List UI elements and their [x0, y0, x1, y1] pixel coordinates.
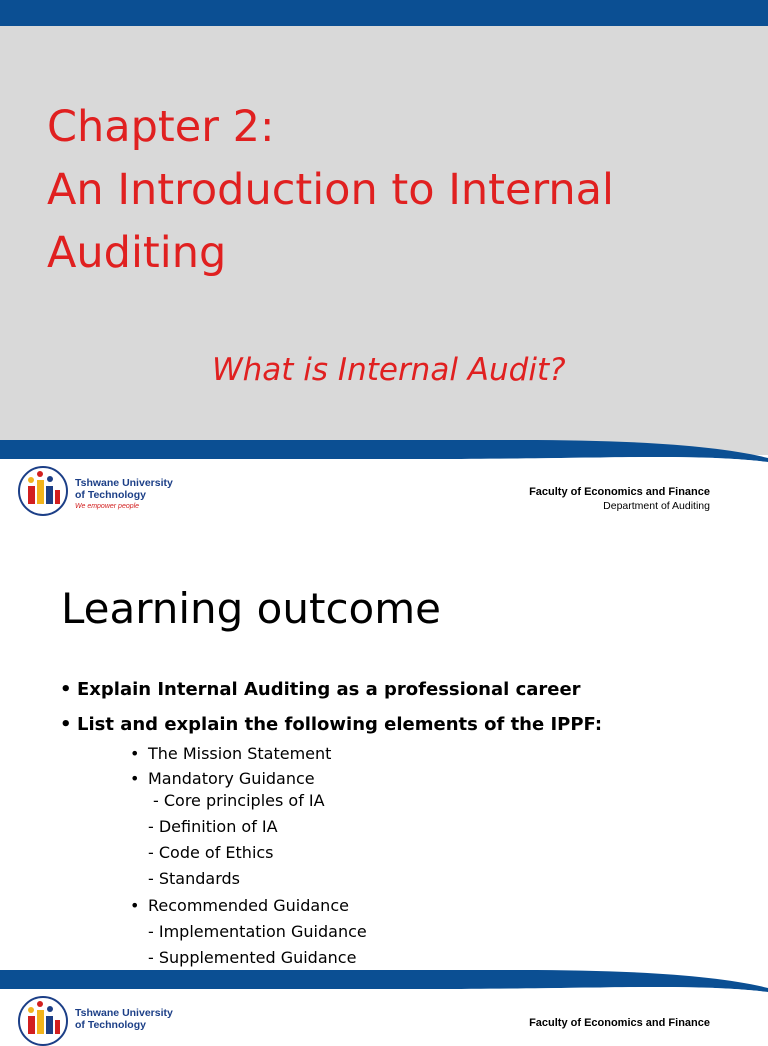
- title-slide: [0, 0, 768, 455]
- university-emblem-icon: [18, 996, 70, 1046]
- mandatory-item: - Standards: [148, 869, 240, 888]
- title-line-3: Auditing: [47, 228, 227, 278]
- slide-subtitle: What is Internal Audit?: [212, 352, 566, 388]
- faculty-name: Faculty of Economics and Finance: [529, 486, 710, 498]
- bullet-text: List and explain the following elements of the IPPF:: [77, 714, 603, 735]
- mandatory-item: - Core principles of IA: [153, 791, 325, 810]
- bullet-marker: •: [60, 714, 72, 735]
- logo-name-line-2: of Technology: [75, 1019, 146, 1031]
- university-emblem-icon: [18, 466, 70, 516]
- university-logo-next-slide: [18, 996, 178, 1031]
- header-bar: [0, 0, 768, 26]
- title-line-2: An Introduction to Internal: [47, 165, 614, 215]
- mandatory-item: - Definition of IA: [148, 817, 278, 836]
- department-name: Department of Auditing: [603, 500, 710, 512]
- recommended-item: - Implementation Guidance: [148, 922, 367, 941]
- sub-bullet-text: The Mission Statement: [148, 744, 332, 763]
- faculty-block: [529, 486, 710, 512]
- logo-name-line-1: Tshwane University: [75, 1007, 173, 1019]
- logo-tagline: We empower people: [75, 503, 140, 510]
- logo-name-line-1: Tshwane University: [75, 477, 173, 489]
- logo-name-line-2: of Technology: [75, 489, 146, 501]
- sub-bullet-text: Recommended Guidance: [148, 896, 349, 915]
- sub-bullet-text: Mandatory Guidance: [148, 769, 315, 788]
- bullet-text: Explain Internal Auditing as a professional career: [77, 679, 581, 700]
- sub-bullet-marker: •: [130, 896, 140, 915]
- learning-outcome-heading: Learning outcome: [61, 584, 442, 633]
- faculty-block-next-slide: [529, 1017, 710, 1029]
- sub-bullet-marker: •: [130, 744, 140, 763]
- slide-title: [47, 96, 614, 285]
- bullet-marker: •: [60, 679, 72, 700]
- title-line-1: Chapter 2:: [47, 102, 275, 152]
- mandatory-item: - Code of Ethics: [148, 843, 274, 862]
- recommended-item: - Supplemented Guidance: [148, 948, 357, 967]
- faculty-name: Faculty of Economics and Finance: [529, 1017, 710, 1029]
- sub-bullet-marker: •: [130, 769, 140, 788]
- university-logo: [18, 466, 178, 516]
